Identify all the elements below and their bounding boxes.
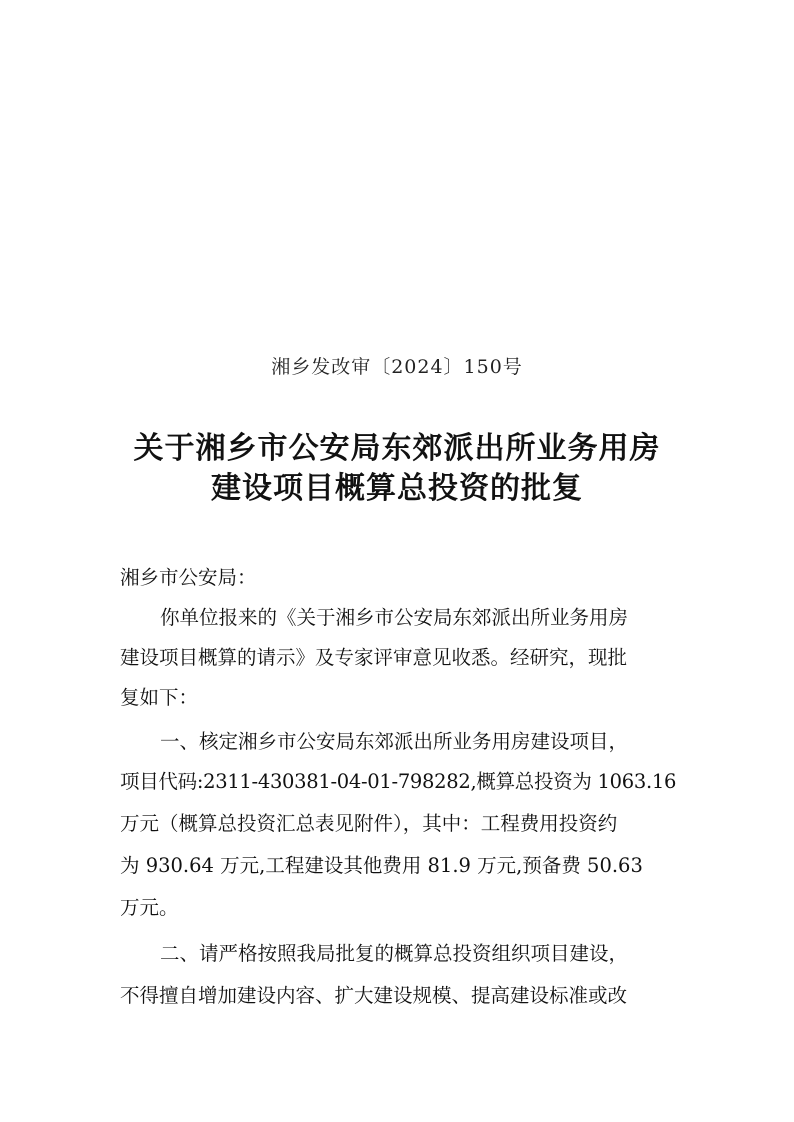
paragraph-3-line-1: 二、请严格按照我局批复的概算总投资组织项目建设， [160, 942, 629, 965]
paragraph-2-line-5: 万元。 [120, 896, 179, 919]
paragraph-1-line-2: 建设项目概算的请示》及专家评审意见收悉。经研究，现批 [120, 646, 628, 669]
paragraph-2-line-4: 为 930.64 万元,工程建设其他费用 81.9 万元,预备费 50.63 [120, 854, 643, 877]
paragraph-2-line-2: 项目代码:2311-430381-04-01-798282,概算总投资为 1063.16 [120, 770, 677, 793]
paragraph-1-line-1: 你单位报来的《关于湘乡市公安局东郊派出所业务用房 [160, 606, 629, 629]
paragraph-3-line-2: 不得擅自增加建设内容、扩大建设规模、提高建设标准或改 [120, 984, 628, 1007]
document-title-line-2: 建设项目概算总投资的批复 [211, 471, 583, 506]
paragraph-2-line-1: 一、核定湘乡市公安局东郊派出所业务用房建设项目， [160, 730, 629, 753]
salutation: 湘乡市公安局： [120, 566, 257, 589]
paragraph-1-line-3: 复如下： [120, 686, 199, 709]
paragraph-2-line-3: 万元（概算总投资汇总表见附件），其中：工程费用投资约 [120, 812, 618, 835]
document-title-line-1: 关于湘乡市公安局东郊派出所业务用房 [133, 431, 661, 466]
document-number: 湘乡发改审〔2024〕150号 [271, 356, 523, 378]
